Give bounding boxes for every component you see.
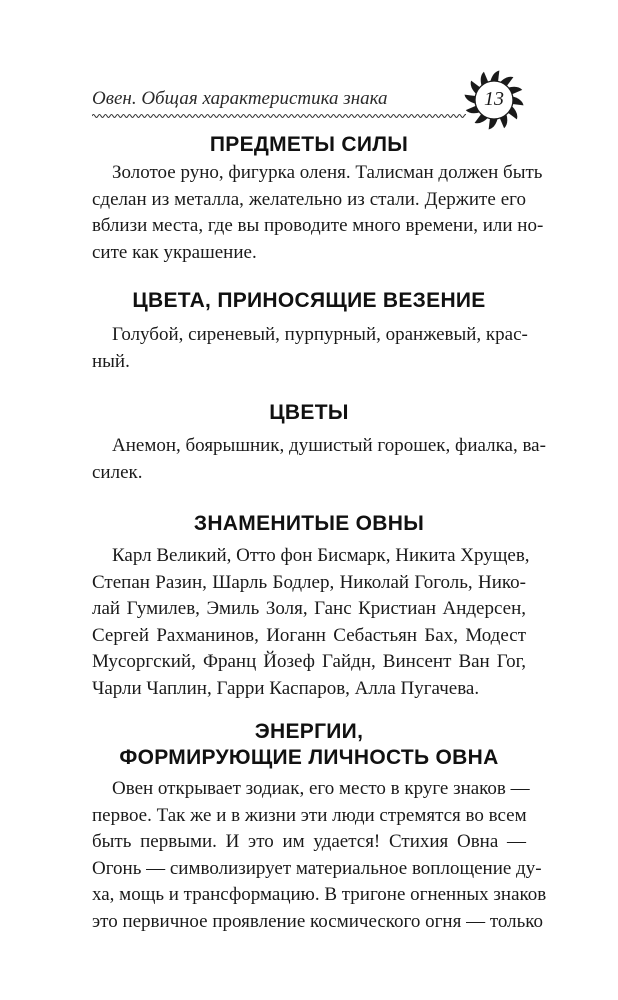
section-body-lucky-colors: Голубой, сиреневый, пурпурный, оранжевый, крас- ный. — [92, 324, 528, 372]
page-number: 13 — [484, 88, 504, 110]
section-heading-energies: ЭНЕРГИИ, ФОРМИРУЮЩИЕ ЛИЧНОСТЬ ОВНА — [119, 720, 499, 769]
section-heading-lucky-colors: ЦВЕТА, ПРИНОСЯЩИЕ ВЕЗЕНИЕ — [132, 289, 486, 312]
section-heading-power-objects: ПРЕДМЕТЫ СИЛЫ — [209, 133, 409, 156]
section-body-famous-aries: Карл Великий, Отто фон Бисмарк, Никита Хрущев, Степан Разин, Шарль Бодлер, Николай Гоголь, Нико- лай Гумилев, Эмиль Золя, Ганс Кристиан Андерсен, Сергей Рахманинов, Иоганн Себастьян Бах, Модест Мусоргский, Франц Йозеф Гайдн, Винсент Ван Гог, Чарли Чаплин, Гарри Каспаров, Алла Пугачева. — [92, 545, 530, 699]
running-title: Овен. Общая характеристика знака — [92, 88, 388, 109]
section-heading-flowers: ЦВЕТЫ — [269, 401, 349, 424]
section-body-flowers: Анемон, боярышник, душистый горошек, фиалка, ва- силек. — [92, 435, 546, 483]
wavy-rule — [92, 112, 466, 120]
section-body-power-objects: Золотое руно, фигурка оленя. Талисман должен быть сделан из металла, желательно из стали. Держите его вблизи места, где вы проводите много времени, или но- сите как украшение. — [92, 162, 544, 263]
section-body-energies: Овен открывает зодиак, его место в круге знаков — первое. Так же и в жизни эти люди стремятся во всем быть первыми. И это им удается! Стихия Овна — Огонь — символизирует материальное воплощение ду- ха, мощь и трансформацию. В тригоне огненных знаков это первичное проявление космического огня — только — [92, 778, 547, 932]
section-heading-famous-aries: ЗНАМЕНИТЫЕ ОВНЫ — [193, 512, 425, 535]
